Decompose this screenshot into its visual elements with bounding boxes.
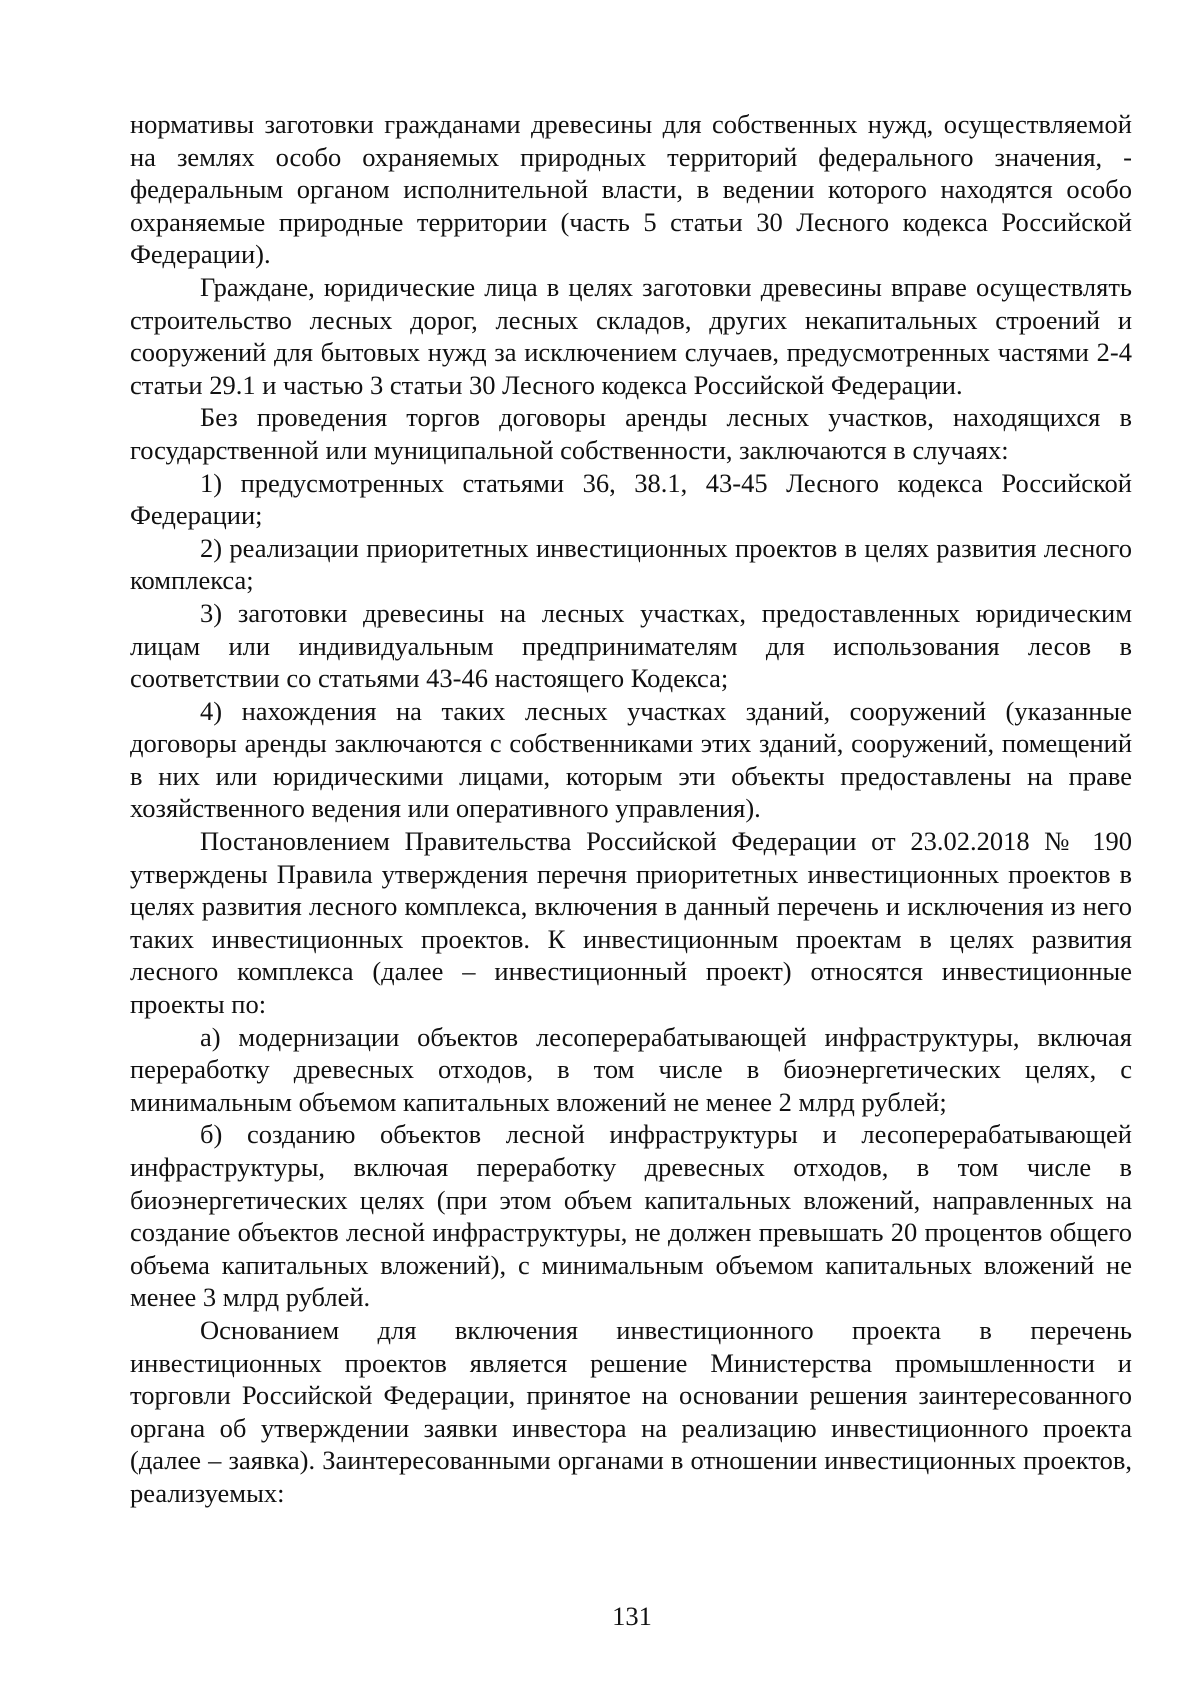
page-body [130, 108, 1132, 1510]
list-item-1: 1) предусмотренных статьями 36, 38.1, 43-45 Лесного кодекса Российской Федерации; [130, 467, 1132, 531]
page-number: 131 [612, 1601, 652, 1631]
paragraph-citizens-construction: Граждане, юридические лица в целях заготовки древесины вправе осуществлять строительство лесных дорог, лесных складов, других некапитальных строений и сооружений для бытовых нужд за исключением случаев, предусмотренных частями 2-4 статьи 29.1 и частью 3 статьи 30 Лесного кодекса Российской Федерации. [130, 271, 1132, 400]
paragraph-inclusion-basis: Основанием для включения инвестиционного проекта в перечень инвестиционных проектов является решение Министерства промышленности и торговли Российской Федерации, принятое на основании решения заинтересованного органа об утверждении заявки инвестора на реализацию инвестиционного проекта (далее – заявка). Заинтересованными органами в отношении инвестиционных проектов, реализуемых: [130, 1314, 1132, 1508]
list-item-a: а) модернизации объектов лесоперерабатывающей инфраструктуры, включая переработку древесных отходов, в том числе в биоэнергетических целях, с минимальным объемом капитальных вложений не менее 2 млрд рублей; [130, 1021, 1132, 1117]
list-item-4: 4) нахождения на таких лесных участках зданий, сооружений (указанные договоры аренды заключаются с собственниками этих зданий, сооружений, помещений в них или юридическими лицами, которым эти объекты предоставлены на праве хозяйственного ведения или оперативного управления). [130, 695, 1132, 824]
list-item-3: 3) заготовки древесины на лесных участках, предоставленных юридическим лицам или индивидуальным предпринимателям для использования лесов в соответствии со статьями 43-46 настоящего Кодекса; [130, 597, 1132, 694]
paragraph-lease-without-tender: Без проведения торгов договоры аренды лесных участков, находящихся в государственной или муниципальной собственности, заключаются в случаях: [130, 402, 1132, 465]
paragraph-government-decree: Постановлением Правительства Российской Федерации от 23.02.2018 № 190 утверждены Правила утверждения перечня приоритетных инвестиционных проектов в целях развития лесного комплекса, включения в данный перечень и исключения из него таких инвестиционных проектов. К инвестиционным проектам в целях развития лесного комплекса (далее – инвестиционный проект) относятся инвестиционные проекты по: [130, 826, 1132, 1020]
list-item-2: 2) реализации приоритетных инвестиционных проектов в целях развития лесного комплекса; [130, 532, 1132, 596]
list-item-b: б) созданию объектов лесной инфраструктуры и лесоперерабатывающей инфраструктуры, включая переработку древесных отходов, в том числе в биоэнергетических целях (при этом объем капитальных вложений, направленных на создание объектов лесной инфраструктуры, не должен превышать 20 процентов общего объема капитальных вложений), с минимальным объемом капитальных вложений не менее 3 млрд рублей. [130, 1119, 1132, 1313]
paragraph-forestry-standards: нормативы заготовки гражданами древесины для собственных нужд, осуществляемой на землях особо охраняемых природных территорий федерального значения, - федеральным органом исполнительной власти, в ведении которого находятся особо охраняемые природные территории (часть 5 статьи 30 Лесного кодекса Российской Федерации). [130, 109, 1132, 270]
